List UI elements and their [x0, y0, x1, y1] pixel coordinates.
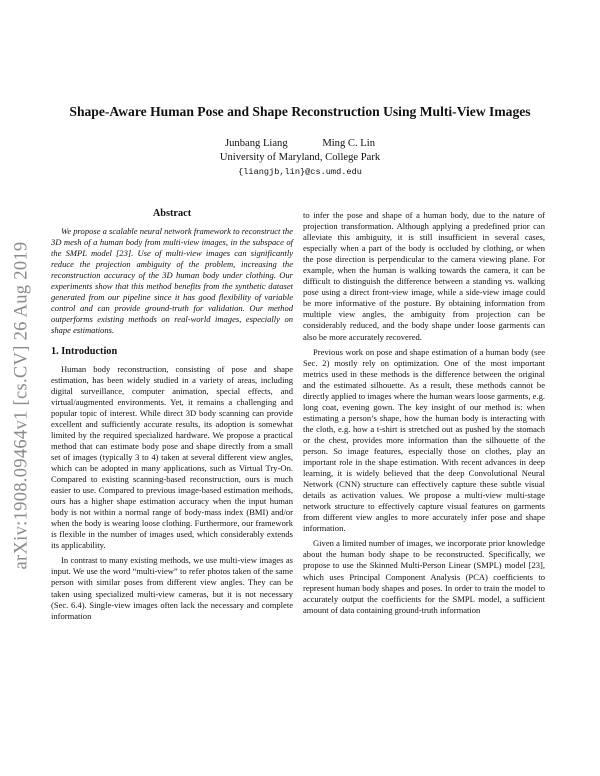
abstract-text: We propose a scalable neural network framework to reconstruct the 3D mesh of a human body from multi-view images, in the subspace of the SMPL model [23]. Use of multi-view images can significantly reduce the projection ambiguity of the problem, increasing the reconstruction accuracy of the 3D human body under clothing. Our experiments show that this method benefits from the synthetic dataset generated from our pipeline since it has good flexibility of variable control and can provide ground-truth for validation. Our method outperforms existing methods on real-world images, especially on shape estimations.: [51, 226, 293, 336]
author-name: Junbang Liang: [224, 138, 288, 149]
author-name: Ming C. Lin: [322, 138, 375, 149]
left-column: [51, 208, 293, 626]
paragraph: Human body reconstruction, consisting of pose and shape estimation, has been widely studied in a variety of areas, including digital surveillance, computer animation, special effects, and virtual/augmented environments. Yet, it remains a challenging and popular topic of interest. While direct 3D body scanning can provide excellent and sufficiently accurate results, its adoption is somewhat limited by the required specialized hardware. We propose a practical method that can estimate body pose and shape directly from a small set of images (typically 3 to 4) taken at several different view angles, which can be adopted in many applications, such as Virtual Try-On. Compared to existing scanning-based reconstruction, ours is much easier to use. Compared to previous image-based estimation methods, ours has a higher shape estimation accuracy when the input human body is not within a normal range of body-mass index (BMI) and/or when the body is wearing loose clothing. Furthermore, our framework is flexible in the number of images used, which considerably extends its applicability.: [51, 363, 293, 551]
author-email[interactable]: {liangjb,lin}@cs.umd.edu: [238, 167, 362, 177]
right-column: [303, 210, 545, 620]
author-block: [40, 137, 560, 179]
section-heading: 1. Introduction: [51, 345, 118, 357]
paragraph: Given a limited number of images, we incorporate prior knowledge about the human body shape to be reconstructed. Specifically, we propose to use the Skinned Multi-Person Linear (SMPL) model [23], which uses Principal Component Analysis (PCA) coefficients to represent human body shapes and poses. In order to train the model to accurately output the coefficients for the SMPL model, a sufficient amount of data containing ground-truth information: [303, 538, 545, 615]
abstract-heading: Abstract: [152, 208, 192, 219]
paragraph: In contrast to many existing methods, we use multi-view images as input. We use the word “multi-view” to refer photos taken of the same person with similar poses from different view angles. They can be taken using specialized multi-view cameras, but it is not necessary (Sec. 6.4). Single-view images often lack the necessary and complete information: [51, 555, 293, 621]
arxiv-side-label: arXiv:1908.09464v1 [cs.CV] 26 Aug 2019: [11, 241, 32, 569]
paragraph: Previous work on pose and shape estimation of a human body (see Sec. 2) mostly rely on optimization. One of the most important metrics used in these methods is the difference between the original and the estimated silhouette. As a result, these methods cannot be directly applied to images where the human wears loose garments, e.g. long coat, evening gown. The key insight of our method is: when estimating a person’s shape, how the human body is interacting with the cloth, e.g. how a t-shirt is stretched out as pushed by the stomach or the chest, provides more information than the silhouette of the person. So image features, especially those on clothes, play an important role in the shape estimation. With recent advances in deep learning, it is widely believed that the deep Convolutional Neural Network (CNN) structure can effectively capture these subtle visual details as activation values. We propose a multi-view multi-stage network structure to effectively capture visual features on garments from different view angles to more accurately infer pose and shape information.: [303, 346, 545, 534]
affiliation: University of Maryland, College Park: [219, 152, 381, 163]
paper-title: Shape-Aware Human Pose and Shape Reconstruction Using Multi-View Images: [69, 104, 531, 119]
paragraph: to infer the pose and shape of a human body, due to the nature of projection transformation. Although applying a predefined prior can alleviate this ambiguity, it is still insufficient in several cases, especially when a part of the body is occluded by clothing, or when the pose direction is perpendicular to the camera viewing plane. For example, when the human is walking towards the camera, it can be difficult to distinguish the difference between a standing vs. walking pose using a direct front-view image, while a side-view image could be more informative of the posture. By obtaining information from multiple view angles, the ambiguity from projection can be considerably reduced, and the body shape under loose garments can also be more accurately recovered.: [303, 210, 545, 342]
